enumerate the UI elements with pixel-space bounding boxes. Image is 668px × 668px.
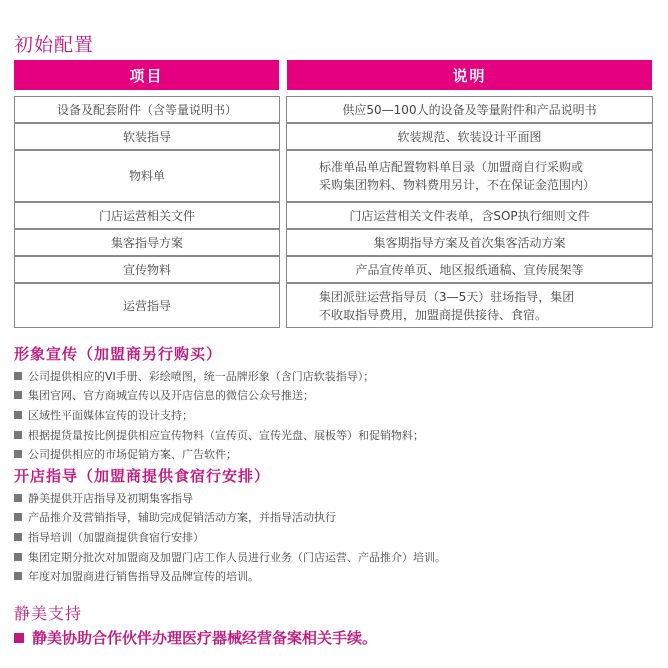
list-item: 集团官网、官方商城宣传以及开店信息的微信公众号推送； [14,386,424,406]
desc-line: 不收取指导费用，加盟商提供接待、食宿。 [319,307,548,322]
square-bullet-icon [14,372,22,380]
table-row-item: 软装指导 [14,123,280,150]
table-row-item: 集客指导方案 [14,229,280,256]
section-title-opening: 开店指导（加盟商提供食宿行安排） [14,467,271,485]
table-row-item: 设备及配套附件（含等量说明书） [14,96,280,123]
table-row-desc [286,283,653,328]
table-row-item: 宣传物料 [14,256,280,283]
branding-list [14,366,424,464]
list-item: 指导培训（加盟商提供食宿行安排） [14,527,446,547]
list-item: 根据提货量按比例提供相应宣传物料（宣传页、宣传光盘、展板等）和促销物料； [14,425,424,445]
square-bullet-icon [14,553,22,561]
list-item: 集团定期分批次对加盟商及加盟门店工作人员进行业务（门店运营、产品推介）培训。 [14,547,446,567]
square-bullet-icon [14,572,22,580]
table-row-desc: 软装规范、软装设计平面图 [286,123,653,150]
table-header-item: 项目 [14,60,279,90]
table-row-item: 门店运营相关文件 [14,202,280,229]
square-bullet-icon [14,494,22,502]
table-row-desc [286,150,653,202]
square-bullet-icon [14,633,24,643]
square-bullet-icon [14,513,22,521]
section-title-support: 静美支持 [14,604,83,623]
list-item: 静美协助合作伙伴办理医疗器械经营备案相关手续。 [14,627,377,648]
page-title: 初始配置 [14,34,95,56]
square-bullet-icon [14,450,22,458]
square-bullet-icon [14,431,22,439]
opening-list [14,488,446,586]
table-row-desc: 供应50—100人的设备及等量附件和产品说明书 [286,96,653,123]
desc-line: 采购集团物料、物料费用另计，不在保证金范围内） [319,178,596,192]
desc-line: 集团派驻运营指导员（3—5天）驻场指导，集团 [319,289,575,304]
list-item: 静美提供开店指导及初期集客指导 [14,488,446,508]
list-item: 区域性平面媒体宣传的设计支持； [14,405,424,425]
table-row-desc: 集客期指导方案及首次集客活动方案 [286,229,653,256]
list-item: 公司提供相应的VI手册、彩绘喷图，统一品牌形象（含门店软装指导）； [14,366,424,386]
table-row-desc: 产品宣传单页、地区报纸通稿、宣传展架等 [286,256,653,283]
list-item: 产品推介及营销指导，辅助完成促销活动方案，并指导活动执行 [14,508,446,528]
list-item: 年度对加盟商进行销售指导及品牌宣传的培训。 [14,566,446,586]
table-row-desc: 门店运营相关文件表单，含SOP执行细则文件 [286,202,653,229]
table-header-desc: 说明 [287,60,652,90]
section-title-branding: 形象宣传（加盟商另行购买） [14,345,223,363]
square-bullet-icon [14,391,22,399]
table-row-item: 运营指导 [14,283,280,328]
table-row-item: 物料单 [14,150,280,202]
list-item: 公司提供相应的市场促销方案、广告软件； [14,444,424,464]
square-bullet-icon [14,533,22,541]
square-bullet-icon [14,411,22,419]
desc-line: 标准单品单店配置物料单目录（加盟商自行采购或 [319,160,584,174]
